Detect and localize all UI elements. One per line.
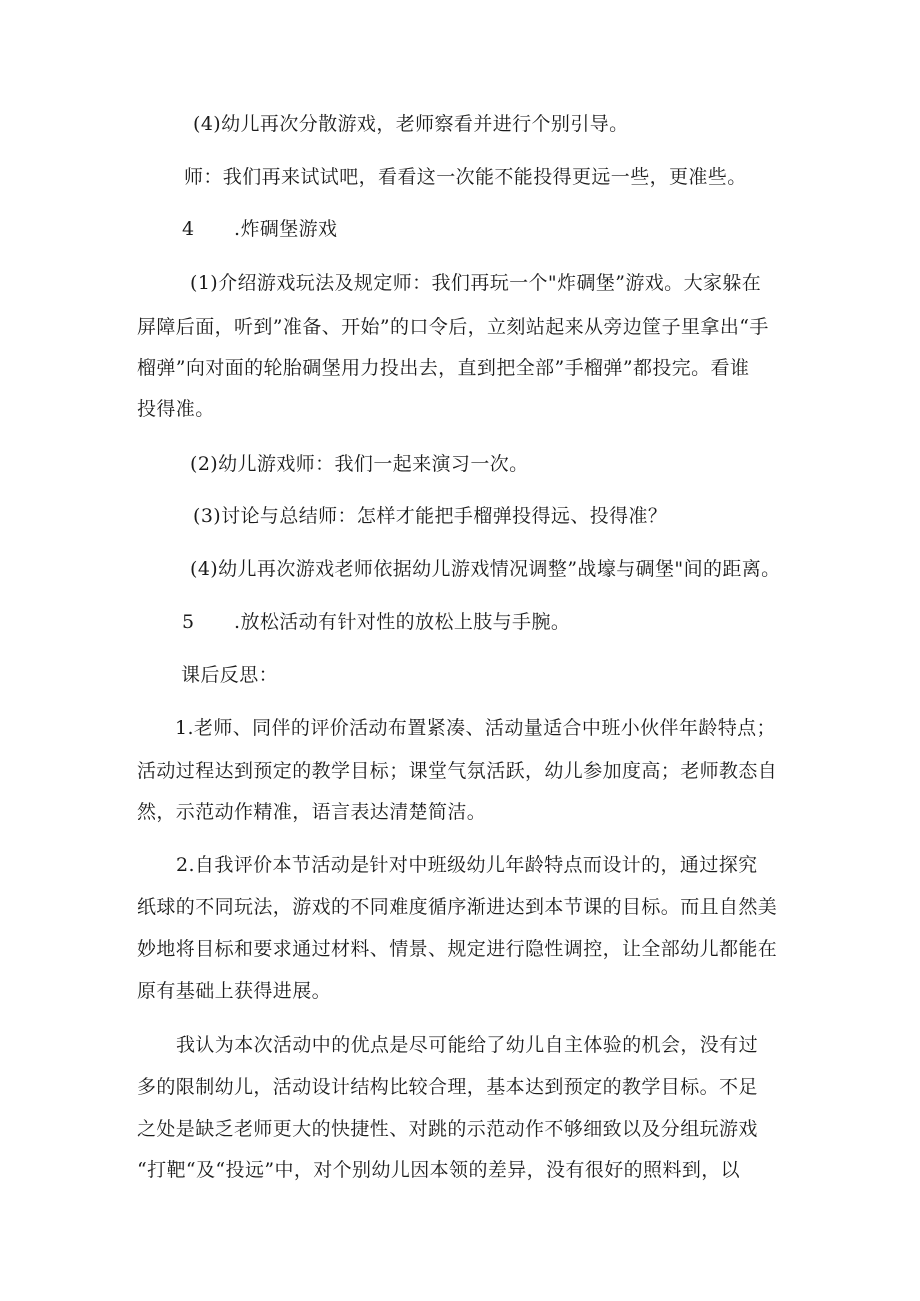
paragraph-line: 屏障后面，听到”准备、开始”的口令后，立刻站起来从旁边筐子里拿出“手 xyxy=(137,316,769,338)
paragraph-line: 榴弹”向对面的轮胎碉堡用力投出去，直到把全部”手榴弹”都投完。看谁 xyxy=(137,357,750,379)
paragraph-line: 妙地将目标和要求通过材料、情景、规定进行隐性调控，让全部幼儿都能在 xyxy=(137,938,778,960)
section-heading-reflection: 课后反思： xyxy=(181,664,279,686)
paragraph-line: (1)介绍游戏玩法及规定师：我们再玩一个"炸碉堡”游戏。大家躲在 xyxy=(190,272,762,294)
paragraph-line: 投得准。 xyxy=(137,398,215,420)
paragraph-line: 纸球的不同玩法，游戏的不同难度循序渐进达到本节课的目标。而且自然美 xyxy=(137,896,778,918)
paragraph-line: 我认为本次活动中的优点是尽可能给了幼儿自主体验的机会，没有过 xyxy=(176,1034,759,1056)
section-title: .炸碉堡游戏 xyxy=(234,218,338,240)
paragraph-line: 之处是缺乏老师更大的快捷性、对跳的示范动作不够细致以及分组玩游戏 xyxy=(137,1118,758,1140)
section-heading-5 xyxy=(0,609,920,635)
paragraph-line: 活动过程达到预定的教学目标；课堂气氛活跃，幼儿参加度高；老师教态自 xyxy=(137,760,778,782)
paragraph-line: 然，示范动作精准，语言表达清楚简洁。 xyxy=(137,801,487,823)
paragraph-line: 2.自我评价本节活动是针对中班级幼儿年龄特点而设计的，通过探究 xyxy=(176,854,758,876)
paragraph-line: (4)幼儿再次游戏老师依据幼儿游戏情况调整”战壕与碉堡"间的距离。 xyxy=(190,558,781,580)
paragraph-line: 1.老师、同伴的评价活动布置紧凑、活动量适合中班小伙伴年龄特点； xyxy=(175,717,776,739)
paragraph-line: 原有基础上获得进展。 xyxy=(137,980,332,1002)
paragraph-line: (4)幼儿再次分散游戏，老师察看并进行个别引导。 xyxy=(193,113,629,135)
paragraph-line: 多的限制幼儿，活动设计结构比较合理，基本达到预定的教学目标。不足 xyxy=(137,1076,758,1098)
section-title: .放松活动有针对性的放松上肢与手腕。 xyxy=(234,611,571,633)
paragraph-line: “打靶“及“投远”中，对个别幼儿因本领的差异，没有很好的照料到，以 xyxy=(137,1159,741,1181)
paragraph-line: (3)讨论与总结师：怎样才能把手榴弹投得远、投得准？ xyxy=(193,505,668,527)
section-number: 5 xyxy=(182,611,195,633)
section-heading-4 xyxy=(0,216,920,242)
paragraph-line: 师：我们再来试试吧，看看这一次能不能投得更远一些，更准些。 xyxy=(184,166,747,188)
paragraph-line: (2)幼儿游戏师：我们一起来演习一次。 xyxy=(190,453,529,475)
section-number: 4 xyxy=(182,218,195,240)
